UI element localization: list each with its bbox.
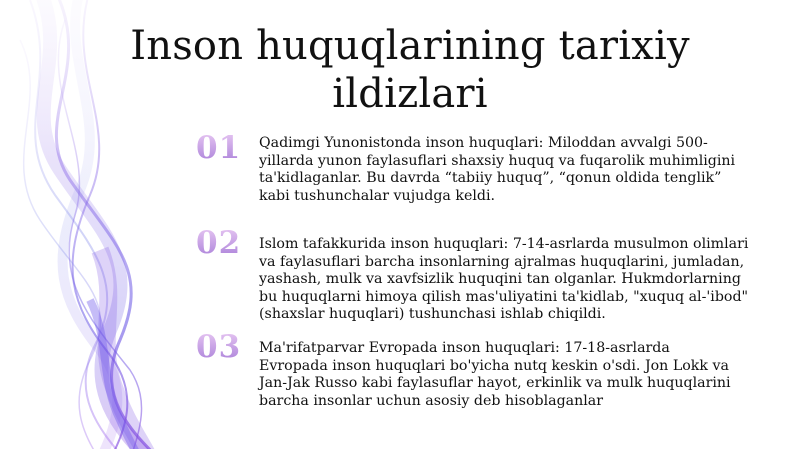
item-number: 03	[196, 329, 242, 365]
item-text: Ma'rifatparvar Evropada inson huquqlari: 17-18-asrlarda Evropada inson huquqlari bo'yicha nutq keskin o'sdi. Jon Lokk va Jan-Jak Russo kabi faylasuflar hayot, erkinlik va mulk huquqlarini barcha insonlar uchun asosiy deb hisoblaganlar	[259, 340, 731, 409]
item-text: Islom tafakkurida inson huquqlari: 7-14-asrlarda musulmon olimlari va faylasuflari barcha insonlarning ajralmas huquqlarini, jumladan, yashash, mulk va xavfsizlik huquqini tan olganlar. Hukmdorlarning bu huquqlarni himoya qilish mas'uliyatini ta'kidlab, "xuquq al-'ibod" (shaxslar huquqlari) tushunchasi ishlab chiqildi.	[259, 236, 749, 323]
item-number: 01	[196, 130, 242, 166]
slide-title: Inson huquqlarining tarixiy ildizlari	[130, 23, 690, 117]
item-number: 02	[196, 225, 242, 261]
item-text: Qadimgi Yunonistonda inson huquqlari: Miloddan avvalgi 500-yillarda yunon faylasuflari shaxsiy huquq va fuqarolik muhimligini ta'kidlaganlar. Bu davrda “tabiiy huquq”, “qonun oldida tenglik” kabi tushunchalar vujudga keldi.	[259, 135, 736, 204]
